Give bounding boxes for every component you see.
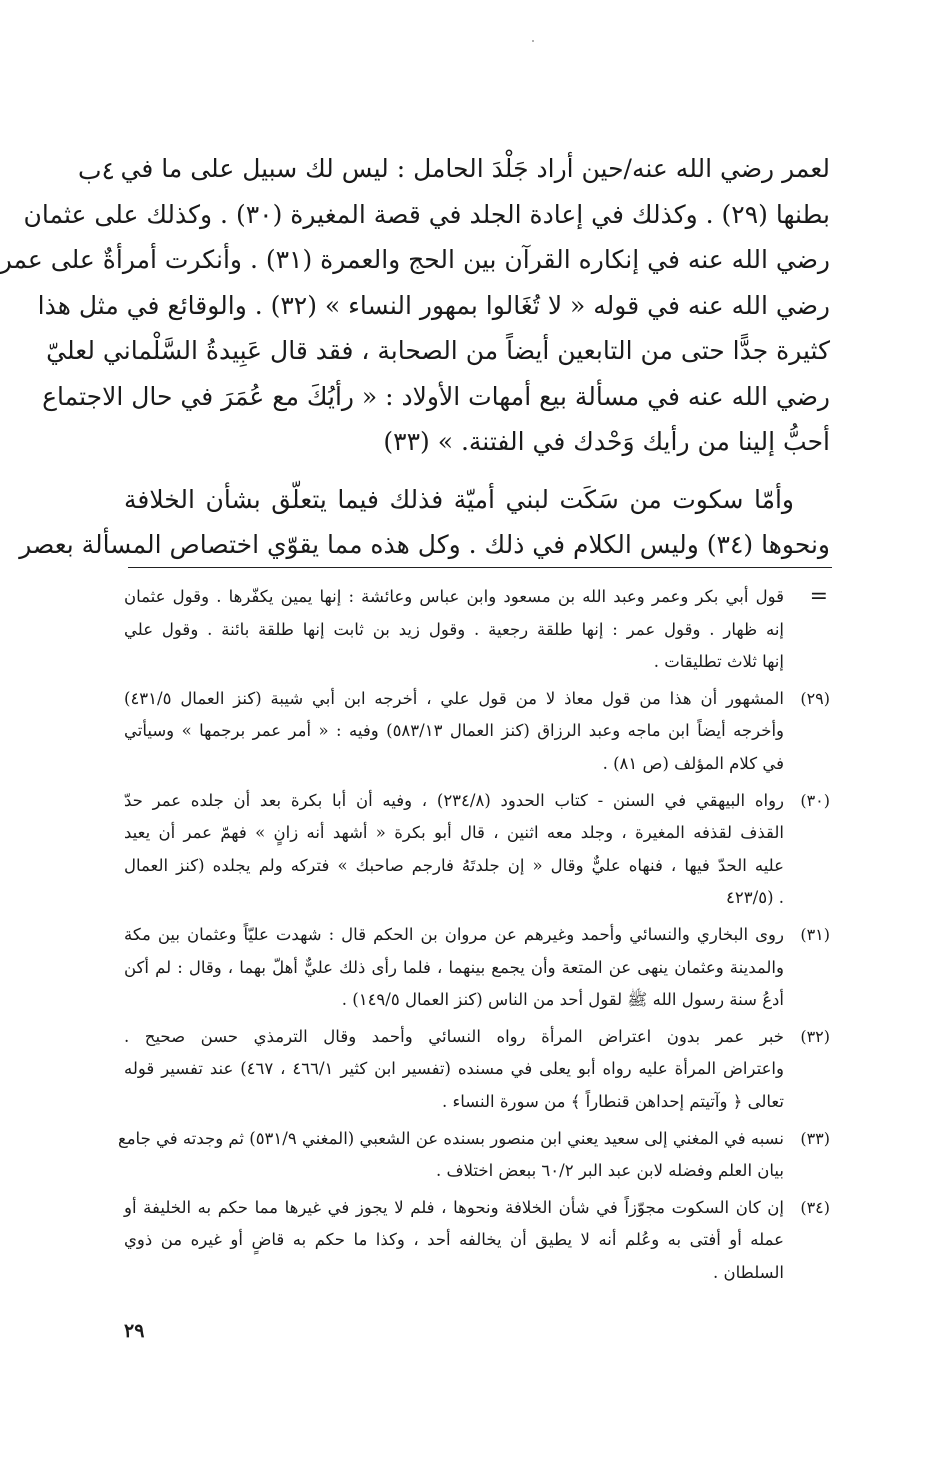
footnote-line: رواه البيهقي في السنن - كتاب الحدود (٢٣٤/٨) ، وفيه أن أبا بكرة بعد أن جلده عمر حدّ (124, 790, 785, 810)
footnote-30 (124, 785, 830, 915)
footnote-32 (124, 1021, 830, 1119)
footnote-number: (٣٢) (800, 1026, 830, 1046)
footnote-line: إن كان السكوت مجوّزاً في شأن الخلافة ونحوها ، فلم لا يجوز في غيرها مما حكم به الخليفة أو (124, 1197, 784, 1217)
footnote-line: والمدينة وعثمان ينهى عن المتعة وأن يجمع بينهما ، فلما رأى ذلك عليٌّ أهلّ بهما ، وقال : لم أكن (124, 957, 784, 977)
body-line: رضي الله عنه في إنكاره القرآن بين الحج والعمرة (٣١) . وأنكرت أمرأةٌ على عمر (0, 245, 830, 274)
margin-folio-reference: ٤ب (78, 156, 115, 185)
footnote-29 (124, 683, 830, 781)
footnote-number: (٢٩) (800, 688, 830, 708)
footnote-line: واعتراض المرأة عليه رواه أبو يعلى في مسنده (تفسير ابن كثير ٤٦٦/١ ، ٤٦٧) عند تفسير قوله (124, 1059, 784, 1079)
footnote-line: خبر عمر بدون اعتراض المرأة رواه النسائي وأحمد وقال الترمذي حسن صحيح . (124, 1026, 784, 1046)
footnote-line: القذف لقذفه المغيرة ، وجلد معه اثنين ، قال أبو بكرة « أشهد أنه زانٍ » فهمّ عمر أن يعيد (124, 823, 784, 843)
footnote-line: بيان العلم وفضله لابن عبد البر ٦٠/٢ ببعض اختلاف . (435, 1161, 784, 1181)
footnote-34 (124, 1192, 830, 1290)
footnote-line: عليه الحدّ فيها ، فنهاه عليٌّ وقال « إن جلدتَهُ فارجم صاحبك » فتركه ولم يجلده (كنز العمال (124, 855, 784, 875)
footnote-line: المشهور أن هذا من قول معاذ لا من قول علي ، أخرجه ابن أبي شيبة (كنز العمال ٤٣١/٥) (124, 688, 784, 708)
body-line: ونحوها (٣٤) وليس الكلام في ذلك . وكل هذه مما يقوّي اختصاص المسألة بعصر (19, 530, 830, 559)
footnote-line: إنها ثلاث تطليقات . (653, 652, 784, 672)
body-line: بطنها (٢٩) . وكذلك في إعادة الجلد في قصة المغيرة (٣٠) . وكذلك على عثمان (23, 199, 830, 229)
footnote-line: السلطان . (713, 1262, 784, 1282)
footnote-line: وأخرجه أيضاً ابن ماجه وعبد الرزاق (كنز العمال ٥٨٣/١٣) وفيه : « أمر عمر برجمها » وسيأتي (124, 721, 784, 741)
footnote-number: (٣٠) (800, 790, 830, 810)
footnote-divider (128, 567, 832, 568)
body-line: أحبُّ إلينا من رأيك وَحْدك في الفتنة. » (٣٣) (383, 427, 830, 456)
footnote-line: نسبه في المغني إلى سعيد يعني ابن منصور بسنده عن الشعبي (المغني ٥٣١/٩) ثم وجدته في جامع (117, 1128, 784, 1148)
footnote-33 (117, 1123, 830, 1188)
footnote-number: (٣٣) (800, 1128, 830, 1148)
footnote-line: . (٤٢٣/٥ (726, 888, 784, 908)
body-line: رضي الله عنه في مسألة بيع أمهات الأولاد : « رأيُكَ مع عُمَرَ في حال الاجتماع (42, 381, 830, 411)
footnote-line: إنه ظهار . وقول عمر : إنها طلقة رجعية . وقول زيد بن ثابت إنها طلقة بائنة . وقول علي (124, 619, 784, 639)
footnote-line: في كلام المؤلف (ص ٨١) . (602, 753, 784, 773)
footnote-continued (124, 581, 830, 679)
page-number: ٢٩ (124, 1320, 145, 1342)
footnote-line: تعالى ﴿ وآتيتم إحداهن قنطاراً ﴾ من سورة النساء . (442, 1091, 784, 1111)
footnote-line: روى البخاري والنسائي وأحمد وغيرهم عن مروان بن الحكم قال : شهدت عليّاً وعثمان بين مكة (124, 924, 784, 944)
paragraph-2 (19, 477, 830, 568)
scan-speck (532, 40, 534, 42)
body-line: كثيرة جدًّا حتى من التابعين أيضاً من الصحابة ، فقد قال عَبِيدةُ السَّلْماني لعليّ (46, 336, 830, 365)
footnote-number: (٣٤) (800, 1197, 830, 1217)
footnote-line: أدعُ سنة رسول الله ﷺ لقول أحد من الناس (كنز العمال ١٤٩/٥) . (341, 990, 784, 1010)
footnote-31 (124, 919, 830, 1017)
footnote-line: عمله أو أفتى به وعُلم أنه لا يطيق أن يخالفه أحد ، وكذا ما حكم به قاضٍ أو غيره من ذوي (124, 1230, 784, 1250)
footnote-line: قول أبي بكر وعمر وعبد الله بن مسعود وابن عباس وعائشة : إنها يمين يكفّرها . وقول عثمان (124, 587, 784, 606)
footnote-continuation-mark: = (809, 584, 828, 609)
body-line: وأمّا سكوت من سَكَت لبني أميّة فذلك فيما يتعلّق بشأن الخلافة (124, 484, 794, 514)
body-line: رضي الله عنه في قوله « لا تُغَالوا بمهور النساء » (٣٢) . والوقائع في مثل هذا (37, 290, 830, 320)
body-line: لعمر رضي الله عنه/حين أراد جَلْدَ الحامل : ليس لك سبيل على ما في (120, 154, 830, 183)
footnotes (117, 581, 830, 1293)
footnote-number: (٣١) (800, 924, 830, 944)
